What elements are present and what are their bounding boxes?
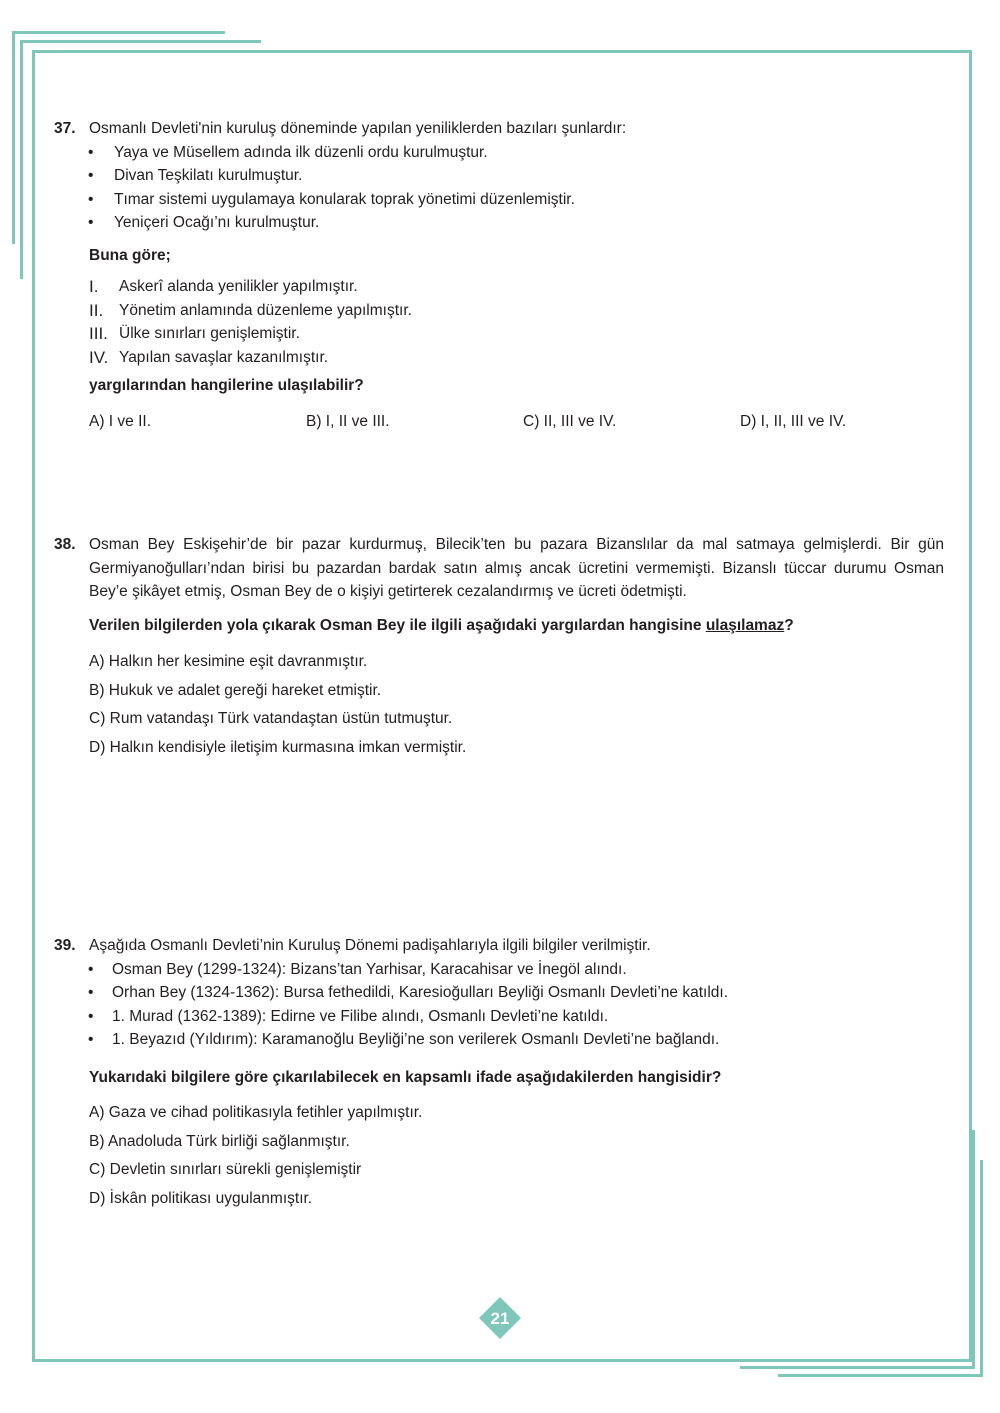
question-37-bullet: • Tımar sistemi uygulamaya konularak toprak yönetimi düzenlemiştir. <box>54 188 944 212</box>
question-37-number: 37. <box>54 120 76 137</box>
question-37-bullet: • Yeniçeri Ocağı’nı kurulmuştur. <box>54 211 944 235</box>
question-39-prompt: Yukarıdaki bilgilere göre çıkarılabilecek en kapsamlı ifade aşağıdakilerden hangisidir? <box>89 1068 722 1086</box>
question-37-statement: II. Yönetim anlamında düzenleme yapılmıştır. <box>89 300 412 320</box>
question-38-stem: Osman Bey Eskişehir’de bir pazar kurdurmuş, Bilecik’ten bu pazara Bizanslılar da mal satmaya gelmişlerdi. Bir gün Germiyanoğulları’ndan birisi bu pazardan bardak satın almış ancak ücretini vermemişti. Bizanslı tüccar durumu Osman Bey’e şikâyet etmiş, Osman Bey de o kişiyi getirterek cezalandırmış ve ücreti ödetmişti. <box>89 536 944 600</box>
bullet-dot-icon: • <box>88 190 94 208</box>
question-38-stem-row <box>54 533 944 604</box>
question-37-stem-row <box>54 117 944 141</box>
option-c[interactable]: C) II, III ve IV. <box>523 412 617 430</box>
bullet-dot-icon: • <box>88 960 94 978</box>
option-b[interactable]: B) I, II ve III. <box>306 412 390 430</box>
question-39-bullet: • 1. Murad (1362-1389): Edirne ve Filibe alındı, Osmanlı Devleti’ne katıldı. <box>54 1005 944 1029</box>
question-39-stem: Aşağıda Osmanlı Devleti’nin Kuruluş Dönemi padişahlarıyla ilgili bilgiler verilmiştir. <box>89 937 651 954</box>
question-37-statement: IV. Yapılan savaşlar kazanılmıştır. <box>89 347 329 367</box>
question-39-stem-row <box>54 934 944 958</box>
bullet-dot-icon: • <box>88 214 94 231</box>
question-37-lead: Buna göre; <box>89 246 171 264</box>
question-37-options <box>54 410 944 434</box>
question-37-stem: Osmanlı Devleti'nin kuruluş döneminde yapılan yeniliklerden bazıları şunlardır: <box>89 120 627 137</box>
bullet-dot-icon: • <box>88 167 94 184</box>
option-a[interactable]: A) Halkın her kesimine eşit davranmıştır. <box>89 653 368 670</box>
bullet-dot-icon: • <box>88 984 94 1001</box>
option-b[interactable]: B) Anadoluda Türk birliği sağlanmıştır. <box>89 1132 350 1150</box>
question-37-statement: III. Ülke sınırları genişlemiştir. <box>89 324 300 343</box>
question-39-bullet: • Orhan Bey (1324-1362): Bursa fethedildi, Karesioğulları Beyliği Osmanlı Devleti’ne katıldı. <box>54 981 944 1005</box>
question-37-prompt: yargılarından hangilerine ulaşılabilir? <box>89 377 364 394</box>
page-number-badge <box>478 1296 522 1340</box>
option-d[interactable]: D) I, II, III ve IV. <box>740 412 847 430</box>
question-38 <box>54 533 944 759</box>
question-37 <box>54 117 944 434</box>
bullet-dot-icon: • <box>88 143 94 161</box>
option-c[interactable]: C) Rum vatandaşı Türk vatandaştan üstün tutmuştur. <box>89 710 453 727</box>
option-a[interactable]: A) Gaza ve cihad politikasıyla fetihler yapılmıştır. <box>89 1104 423 1121</box>
question-39-bullet: • 1. Beyazıd (Yıldırım): Karamanoğlu Beyliği’ne son verilerek Osmanlı Devleti’ne bağlandı. <box>54 1028 944 1052</box>
option-b[interactable]: B) Hukuk ve adalet gereği hareket etmiştir. <box>89 681 382 699</box>
question-37-bullet: • Divan Teşkilatı kurulmuştur. <box>54 164 944 188</box>
question-38-number: 38. <box>54 536 76 553</box>
question-38-prompt: Verilen bilgilerden yola çıkarak Osman Bey ile ilgili aşağıdaki yargılardan hangisine ulaşılamaz? <box>89 616 794 634</box>
option-d[interactable]: D) İskân politikası uygulanmıştır. <box>89 1189 313 1207</box>
bullet-dot-icon: • <box>88 1007 94 1025</box>
question-37-bullet: • Yaya ve Müsellem adında ilk düzenli ordu kurulmuştur. <box>54 141 944 165</box>
question-39-number: 39. <box>54 937 76 954</box>
question-38-underlined-word: ulaşılamaz <box>705 616 785 634</box>
option-a[interactable]: A) I ve II. <box>89 412 152 430</box>
question-39-bullet: • Osman Bey (1299-1324): Bizans’tan Yarhisar, Karacahisar ve İnegöl alındı. <box>54 958 944 982</box>
option-d[interactable]: D) Halkın kendisiyle iletişim kurmasına imkan vermiştir. <box>89 738 467 756</box>
page-number: 21 <box>490 1309 510 1328</box>
option-c[interactable]: C) Devletin sınırları sürekli genişlemiştir <box>89 1161 362 1178</box>
question-39 <box>54 934 944 1210</box>
bullet-dot-icon: • <box>88 1031 94 1048</box>
question-37-statement: I. Askerî alanda yenilikler yapılmıştır. <box>89 277 358 296</box>
